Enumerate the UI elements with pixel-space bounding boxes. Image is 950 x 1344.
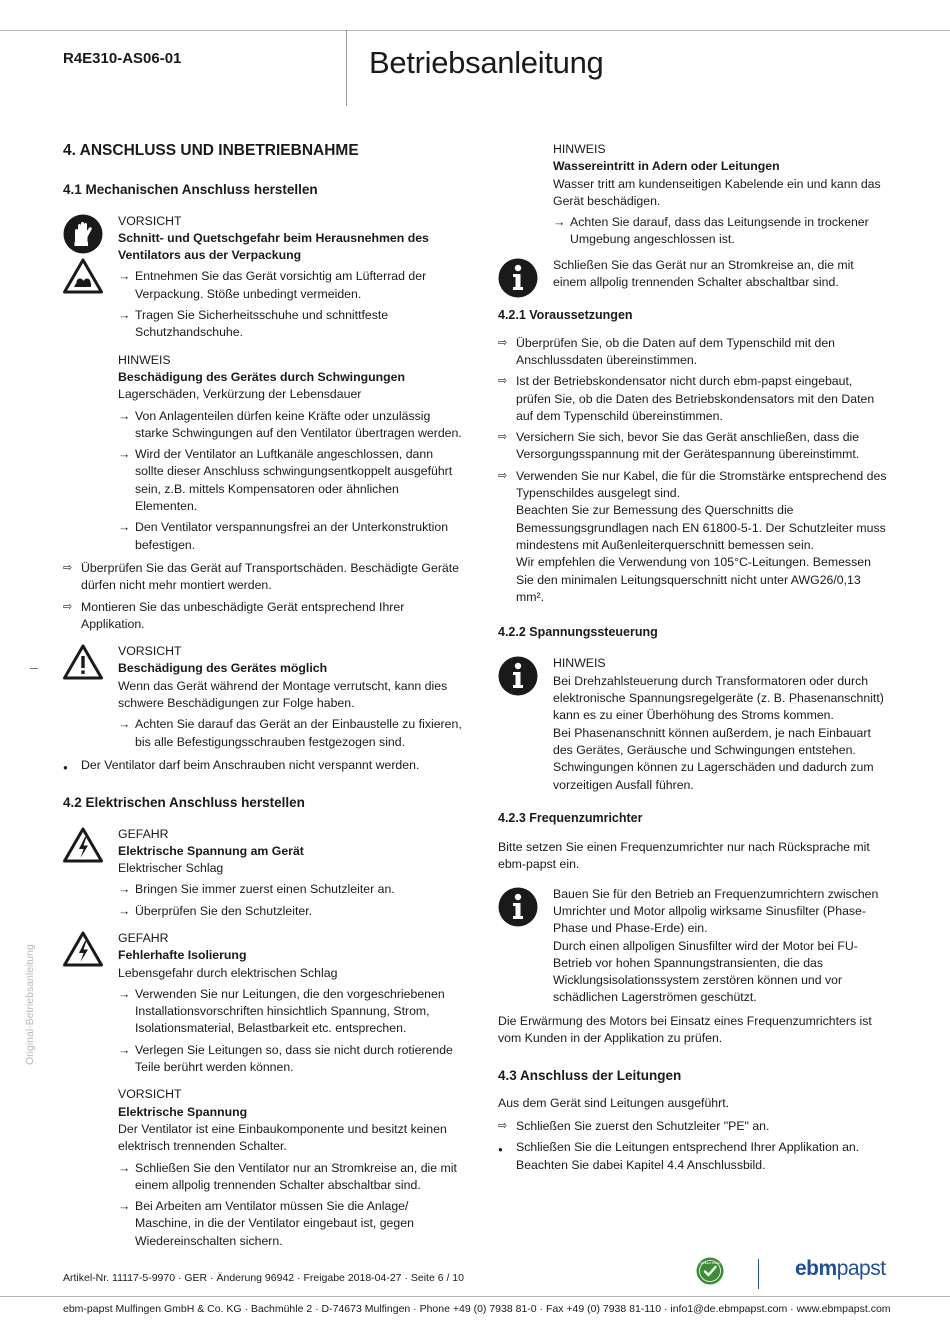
subsection-title-4-2-3: 4.2.3 Frequenzumrichter: [498, 810, 643, 825]
info-icon: [498, 258, 538, 298]
arrow-icon: →: [118, 269, 131, 284]
notice-label: VORSICHT: [118, 644, 182, 659]
notice-text: Wenn das Gerät während der Montage verrutscht, kann dies schwere Beschädigungen zur Folge haben.: [118, 678, 448, 711]
left-column: [63, 142, 463, 1256]
check-arrow-icon: ⇨: [63, 600, 73, 613]
arrow-item: → Von Anlagenteilen dürfen keine Kräfte oder unzulässig starke Schwingungen auf den Ventilator übertragen werden.: [118, 408, 462, 440]
paragraph: Aus dem Gerät sind Leitungen ausgeführt.: [498, 1095, 730, 1110]
notice-label: HINWEIS: [553, 656, 606, 671]
check-item: ⇨ Montieren Sie das unbeschädigte Gerät entsprechend Ihrer Applikation.: [63, 599, 405, 631]
check-item: ⇨ Verwenden Sie nur Kabel, die für die Stromstärke entsprechend des Typenschildes ausgelegt sind. Beachten Sie zur Bemessung des Querschnitts die Bemessungsgrundlagen nach EN 61800-5-1. Der Schutzleiter muss mindestens mit Außenleiterquerschnitt bemessen sein. Wir empfehlen die Verwendung von 105°C-Leitungen. Bemessen Sie den minimalen Leitungsquerschnitt nicht unter AWG26/0,13 mm².: [498, 468, 887, 604]
info-icon: [498, 656, 538, 696]
check-arrow-icon: ⇨: [498, 431, 508, 444]
right-column: [498, 141, 890, 1178]
check-item: ⇨ Versichern Sie sich, bevor Sie das Gerät anschließen, dass die Versorgungsspannung mit der Gerätespannung übereinstimmt.: [498, 430, 860, 462]
check-arrow-icon: ⇨: [498, 469, 508, 482]
notice-hint-water: [498, 141, 890, 249]
check-item: ⇨ Schließen Sie zuerst den Schutzleiter "PE" an.: [498, 1118, 890, 1135]
arrow-item: → Achten Sie darauf, dass das Leitungsende in trockener Umgebung angeschlossen ist.: [553, 215, 869, 247]
arrow-item: → Tragen Sie Sicherheitsschuhe und schnittfeste Schutzhandschuhe.: [118, 308, 389, 340]
notice-text: Durch einen allpoligen Sinusfilter wird der Motor bei FU-Betrieb vor hohen Spannungstransienten, die das Wicklungsisolationssystem zerstören können und vor schädlichen Lagerströmen geschützt.: [553, 938, 858, 1005]
arrow-item: → Verlegen Sie Leitungen so, dass sie nicht durch rotierende Teile berührt werden können.: [118, 1042, 453, 1075]
bullet-icon: ●: [498, 1145, 503, 1155]
notice-text: Lagerschäden, Verkürzung der Lebensdauer: [118, 387, 362, 402]
arrow-icon: →: [118, 903, 131, 918]
subsection-title-4-3: 4.3 Anschluss der Leitungen: [498, 1068, 682, 1084]
notice-info-switch: [498, 257, 890, 292]
notice-label: HINWEIS: [553, 142, 606, 156]
notice-hint-vibration: [63, 352, 463, 554]
arrow-icon: →: [118, 520, 131, 535]
high-voltage-warning-icon: [63, 827, 103, 863]
notice-hint-voltage-control: [498, 655, 890, 793]
side-margin-text: Original-Betriebsanleitung: [24, 944, 36, 1065]
arrow-icon: →: [118, 408, 131, 423]
hand-crush-warning-icon: [63, 258, 103, 294]
notice-label: VORSICHT: [118, 213, 182, 228]
arrow-item: → Schließen Sie den Ventilator nur an Stromkreise an, die mit einem allpolig trennenden Schalter abschaltbar sind.: [118, 1160, 457, 1192]
arrow-icon: →: [118, 717, 131, 732]
paragraph: Bitte setzen Sie einen Frequenzumrichter nur nach Rücksprache mit ebm-papst ein.: [498, 840, 870, 872]
arrow-item: → Überprüfen Sie den Schutzleiter.: [118, 903, 463, 920]
bullet-item: ● Der Ventilator darf beim Anschrauben nicht verspannt werden.: [63, 757, 463, 774]
notice-heading: Beschädigung des Gerätes durch Schwingungen: [118, 369, 405, 384]
notice-heading: Elektrische Spannung am Gerät: [118, 843, 304, 858]
notice-text: Bauen Sie für den Betrieb an Frequenzumrichtern zwischen Umrichter und Motor allpolig wirksame Sinusfilter (Phase-Phase und Phase-Erde) ein.: [553, 886, 879, 936]
arrow-icon: →: [118, 986, 131, 1001]
document-title: Betriebsanleitung: [369, 45, 604, 80]
notice-text: Wasser tritt am kundenseitigen Kabelende ein und kann das Gerät beschädigen.: [553, 176, 881, 208]
check-arrow-icon: ⇨: [63, 561, 73, 574]
top-rule: [0, 30, 950, 31]
footer-rule: [0, 1296, 950, 1297]
check-item: ⇨ Überprüfen Sie das Gerät auf Transportschäden. Beschädigte Geräte dürfen nicht mehr montiert werden.: [63, 560, 460, 593]
ebmpapst-logo: ebmpapst: [795, 1257, 886, 1280]
notice-label: HINWEIS: [118, 352, 171, 367]
bullet-icon: ●: [63, 762, 68, 772]
notice-info-inverter: [498, 886, 890, 1007]
svg-text:GREEN TECH: GREEN TECH: [700, 1261, 720, 1265]
check-item: ⇨ Ist der Betriebskondensator nicht durch ebm-papst eingebaut, prüfen Sie, ob die Daten des Betriebskondensators mit den Daten auf dem Typenschild übereinstimmen.: [498, 374, 875, 423]
arrow-icon: →: [118, 447, 131, 462]
warning-exclamation-icon: [63, 644, 103, 680]
protective-gloves-icon: [63, 214, 103, 254]
notice-caution-damage: [63, 643, 463, 751]
notice-text: Schließen Sie das Gerät nur an Stromkreise an, die mit einem allpolig trennenden Schalter abschaltbar sind.: [553, 257, 854, 290]
notice-label: VORSICHT: [118, 1087, 182, 1102]
notice-heading: Fehlerhafte Isolierung: [118, 948, 247, 963]
section-title: 4. ANSCHLUSS UND INBETRIEBNAHME: [63, 142, 359, 159]
notice-text: Elektrischer Schlag: [118, 861, 224, 876]
arrow-item: → Bei Arbeiten am Ventilator müssen Sie die Anlage/ Maschine, in die der Ventilator eingebaut ist, gegen Wiedereinschalten sichern.: [118, 1199, 414, 1248]
green-tech-badge-icon: [696, 1257, 724, 1285]
arrow-icon: →: [118, 1160, 131, 1175]
paragraph: Die Erwärmung des Motors bei Einsatz eines Frequenzumrichters ist vom Kunden in der Applikation zu prüfen.: [498, 1013, 872, 1046]
notice-danger-insulation: [63, 930, 463, 1076]
bullet-item: ● Schließen Sie die Leitungen entsprechend Ihrer Applikation an. Beachten Sie dabei Kapitel 4.4 Anschlussbild.: [498, 1140, 860, 1172]
arrow-item: → Bringen Sie immer zuerst einen Schutzleiter an.: [118, 881, 463, 898]
notice-heading: Beschädigung des Gerätes möglich: [118, 661, 328, 676]
notice-label: GEFAHR: [118, 930, 169, 945]
notice-text: Bei Drehzahlsteuerung durch Transformatoren oder durch elektronische Spannungsregelgeräte (z. B. Phasenanschnitt) kann es zu einer Überhöhung des Stroms kommen.: [553, 673, 884, 723]
footer-article-info: Artikel-Nr. 11117-5-9970 · GER · Änderung 96942 · Freigabe 2018-04-27 · Seite 6 / 10: [63, 1272, 464, 1284]
arrow-item: → Den Ventilator verspannungsfrei an der Unterkonstruktion befestigen.: [118, 520, 449, 552]
arrow-icon: →: [118, 308, 131, 323]
notice-label: GEFAHR: [118, 826, 169, 841]
notice-danger-voltage: [63, 826, 463, 920]
notice-text: Lebensgefahr durch elektrischen Schlag: [118, 965, 338, 980]
model-code: R4E310-AS06-01: [63, 50, 182, 67]
info-icon: [498, 887, 538, 927]
notice-text: Der Ventilator ist eine Einbaukomponente und besitzt keinen elektrisch trennenden Schalter.: [118, 1121, 447, 1154]
arrow-item: → Wird der Ventilator an Luftkanäle angeschlossen, dann sollte dieser Anschluss schwingungsentkoppelt ausgeführt sein, z.B. mittels Kompensatoren oder ähnlichen Elementen.: [118, 447, 453, 514]
logo-divider: [758, 1259, 759, 1289]
arrow-icon: →: [118, 882, 131, 897]
arrow-icon: →: [118, 1042, 131, 1057]
margin-mark: [30, 668, 38, 669]
header-divider: [346, 30, 347, 106]
check-arrow-icon: ⇨: [498, 375, 508, 388]
check-item: ⇨ Überprüfen Sie, ob die Daten auf dem Typenschild mit den Anschlussdaten übereinstimmen.: [498, 335, 835, 367]
check-arrow-icon: ⇨: [498, 336, 508, 349]
footer-company-info: ebm-papst Mulfingen GmbH & Co. KG · Bachmühle 2 · D-74673 Mulfingen · Phone +49 (0) 7938 81-0 · Fax +49 (0) 7938 81-110 · info1@de.ebmpapst.com · www.ebmpapst.com: [63, 1303, 891, 1315]
notice-text: Bei Phasenanschnitt können außerdem, je nach Einbauart des Gerätes, Geräusche und Schwingungen entstehen. Schwingungen können zu Lagerschäden und dadurch zum vorzeitigen Ausfall führen.: [553, 725, 874, 792]
notice-heading: Wassereintritt in Adern oder Leitungen: [553, 159, 780, 174]
arrow-item: → Verwenden Sie nur Leitungen, die den vorgeschriebenen Installationsvorschriften hinsichtlich Spannung, Strom, Isolationsmaterial, Belastbarkeit etc. entsprechen.: [118, 986, 445, 1036]
arrow-icon: →: [118, 1199, 131, 1214]
subsection-title-4-2-1: 4.2.1 Voraussetzungen: [498, 308, 633, 323]
arrow-icon: →: [553, 215, 566, 230]
arrow-item: → Achten Sie darauf das Gerät an der Einbaustelle zu fixieren, bis alle Befestigungsschrauben festgezogen sind.: [118, 717, 462, 749]
subsection-title-4-2: 4.2 Elektrischen Anschluss herstellen: [63, 795, 305, 811]
notice-heading: Schnitt- und Quetschgefahr beim Herausnehmen des Ventilators aus der Verpackung: [118, 230, 429, 263]
arrow-item: → Entnehmen Sie das Gerät vorsichtig am Lüfterrad der Verpackung. Stöße unbedingt vermeiden.: [118, 269, 427, 301]
notice-caution-voltage: [63, 1086, 463, 1250]
subsection-title-4-2-2: 4.2.2 Spannungssteuerung: [498, 625, 658, 640]
high-voltage-warning-icon: [63, 931, 103, 967]
check-arrow-icon: ⇨: [498, 1119, 508, 1132]
notice-caution-cut-crush: [63, 213, 463, 342]
subsection-title-4-1: 4.1 Mechanischen Anschluss herstellen: [63, 182, 318, 198]
notice-heading: Elektrische Spannung: [118, 1104, 248, 1119]
